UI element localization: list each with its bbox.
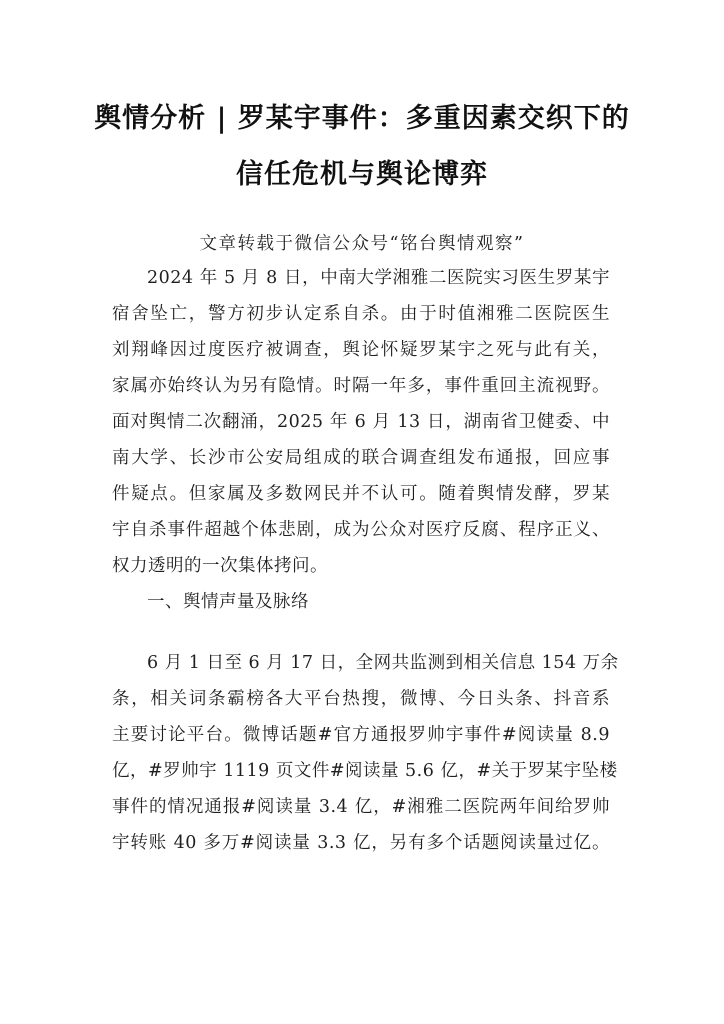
paragraph-2-line-3: 主要讨论平台。微博话题#官方通报罗帅宇事件#阅读量 8.9: [112, 725, 610, 745]
source-note: 文章转载于微信公众号“铭台舆情观察”: [199, 234, 525, 254]
paragraph-2-line-6: 宇转账 40 多万#阅读量 3.3 亿，另有多个话题阅读量过亿。: [112, 833, 610, 853]
paragraph-2-line-2: 条，相关词条霸榜各大平台热搜，微博、今日头条、抖音系: [112, 689, 610, 709]
paragraph-2-line-1: 6 月 1 日至 6 月 17 日，全网共监测到相关信息 154 万余: [147, 653, 619, 673]
document-title-line-2: 信任危机与舆论博弈: [236, 159, 488, 190]
paragraph-1-line-7: 件疑点。但家属及多数网民并不认可。随着舆情发酵，罗某: [112, 484, 610, 504]
paragraph-2-line-5: 事件的情况通报#阅读量 3.4 亿，#湘雅二医院两年间给罗帅: [112, 797, 610, 817]
paragraph-1-line-8: 宇自杀事件超越个体悲剧，成为公众对医疗反腐、程序正义、: [112, 520, 610, 540]
paragraph-2-line-4: 亿，#罗帅宇 1119 页文件#阅读量 5.6 亿，#关于罗某宇坠楼: [112, 761, 618, 781]
paragraph-1-line-5: 面对舆情二次翻涌，2025 年 6 月 13 日，湖南省卫健委、中: [112, 412, 610, 432]
paragraph-1-line-1: 2024 年 5 月 8 日，中南大学湘雅二医院实习医生罗某宇: [147, 268, 610, 288]
paragraph-1-line-3: 刘翔峰因过度医疗被调查，舆论怀疑罗某宇之死与此有关，: [112, 340, 610, 360]
paragraph-1-line-9: 权力透明的一次集体拷问。: [112, 556, 328, 576]
paragraph-1-line-2: 宿舍坠亡，警方初步认定系自杀。由于时值湘雅二医院医生: [112, 304, 610, 324]
paragraph-1-line-4: 家属亦始终认为另有隐情。时隔一年多，事件重回主流视野。: [112, 376, 610, 396]
document-title-line-1: 舆情分析 | 罗某宇事件：多重因素交织下的: [94, 103, 630, 134]
section-heading-1: 一、舆情声量及脉络: [147, 592, 309, 612]
paragraph-1-line-6: 南大学、长沙市公安局组成的联合调查组发布通报，回应事: [112, 448, 610, 468]
